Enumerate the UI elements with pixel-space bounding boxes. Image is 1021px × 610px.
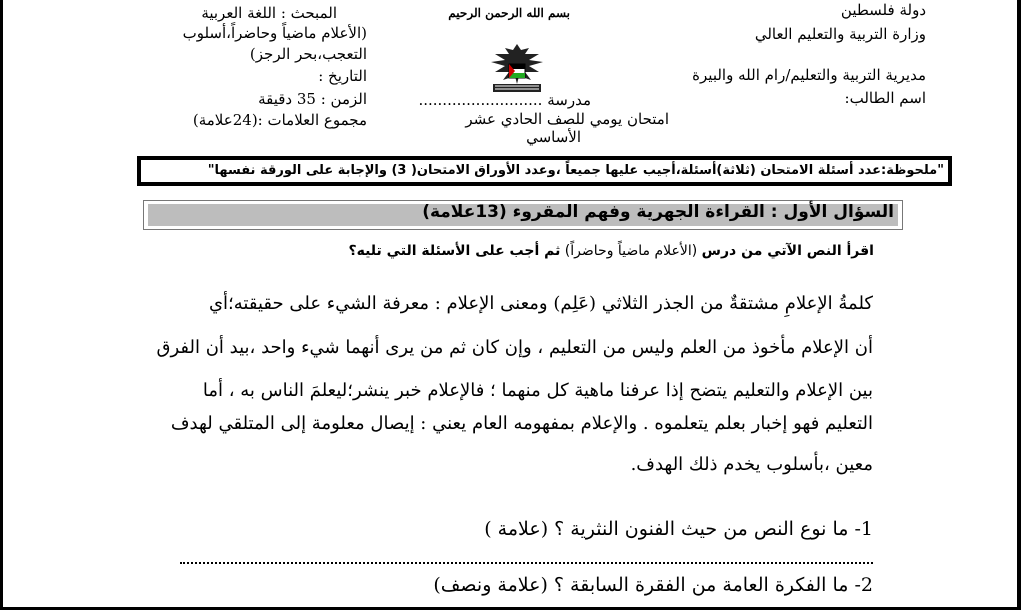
passage-line-4: التعليم فهو إخبار بعلم يتعلموه . والإعلام بمفهومه العام يعني : إيصال معلومة إلى المتلقي لهدف bbox=[170, 413, 873, 434]
school-label bbox=[418, 92, 591, 109]
question-1-2: 2- ما الفكرة العامة من الفقرة السابقة ؟ (علامة ونصف) bbox=[433, 574, 873, 596]
instruction-part3: ثم أجب على الأسئلة التي تليه؟ bbox=[348, 243, 561, 259]
note-text: "ملحوظة:عدد أسئلة الامتحان (ثلاثة)أسئلة،أجيب عليها جميعاً ،وعدد الأوراق الامتحان( 3) والإجابة على الورقة نفسها" bbox=[207, 163, 944, 178]
note-box bbox=[137, 156, 952, 186]
question1-header bbox=[143, 200, 903, 230]
topic-line1: (الأعلام ماضياً وحاضراً،أسلوب bbox=[182, 24, 367, 42]
passage-line-1: كلمةُ الإعلامِ مشتقةٌ من الجذر الثلاثي (عَلِم) ومعنى الإعلام : معرفة الشيء على حقيقته؛أي bbox=[208, 293, 873, 314]
student-name-label: اسم الطالب: bbox=[844, 89, 926, 107]
exam-title-line1: امتحان يومي للصف الحادي عشر bbox=[465, 110, 669, 128]
total-marks-label: مجموع العلامات :(24علامة) bbox=[192, 111, 367, 129]
question-1-1: 1- ما نوع النص من حيث الفنون النثرية ؟ (علامة ) bbox=[484, 518, 873, 540]
answer-line-1[interactable] bbox=[180, 562, 873, 564]
subject-label: المبحث : اللغة العربية bbox=[201, 4, 337, 22]
page-right-border bbox=[1017, 0, 1021, 610]
instruction-part1: اقرأ النص الآتي من درس bbox=[701, 243, 874, 259]
topic-line2: التعجب،بحر الرجز) bbox=[249, 45, 367, 63]
basmala: بسم الله الرحمن الرحيم bbox=[448, 6, 570, 20]
directorate-label: مديرية التربية والتعليم/رام الله والبيرة bbox=[692, 66, 926, 84]
question1-title: السؤال الأول : القراءة الجهرية وفهم المقروء (13علامة) bbox=[422, 202, 894, 222]
passage-line-3: بين الإعلام والتعليم يتضح إذا عرفنا ماهية كل منهما ؛ فالإعلام خبر ينشر؛ليعلمَ الناس به ، أما bbox=[202, 380, 873, 401]
question1-instruction bbox=[348, 243, 874, 259]
time-label: الزمن : 35 دقيقة bbox=[258, 90, 367, 108]
exam-title-line2: الأساسي bbox=[526, 128, 581, 146]
passage-line-5: معين ،بأسلوب يخدم ذلك الهدف. bbox=[630, 454, 873, 475]
country-label: دولة فلسطين bbox=[840, 1, 926, 19]
school-dots: .......................... bbox=[418, 91, 543, 109]
date-label: التاريخ : bbox=[318, 67, 367, 85]
school-label-text: مدرسة bbox=[547, 91, 591, 109]
passage-line-2: أن الإعلام مأخوذ من العلم وليس من التعليم ، وإن كان ثم من يرى أنهما شيء واحد ،بيد أن الفرق bbox=[156, 337, 873, 358]
ministry-label: وزارة التربية والتعليم العالي bbox=[754, 25, 926, 43]
page-left-border bbox=[0, 0, 3, 610]
palestine-emblem-icon bbox=[487, 40, 547, 96]
instruction-part2: (الأعلام ماضياً وحاضراً) bbox=[560, 243, 702, 259]
